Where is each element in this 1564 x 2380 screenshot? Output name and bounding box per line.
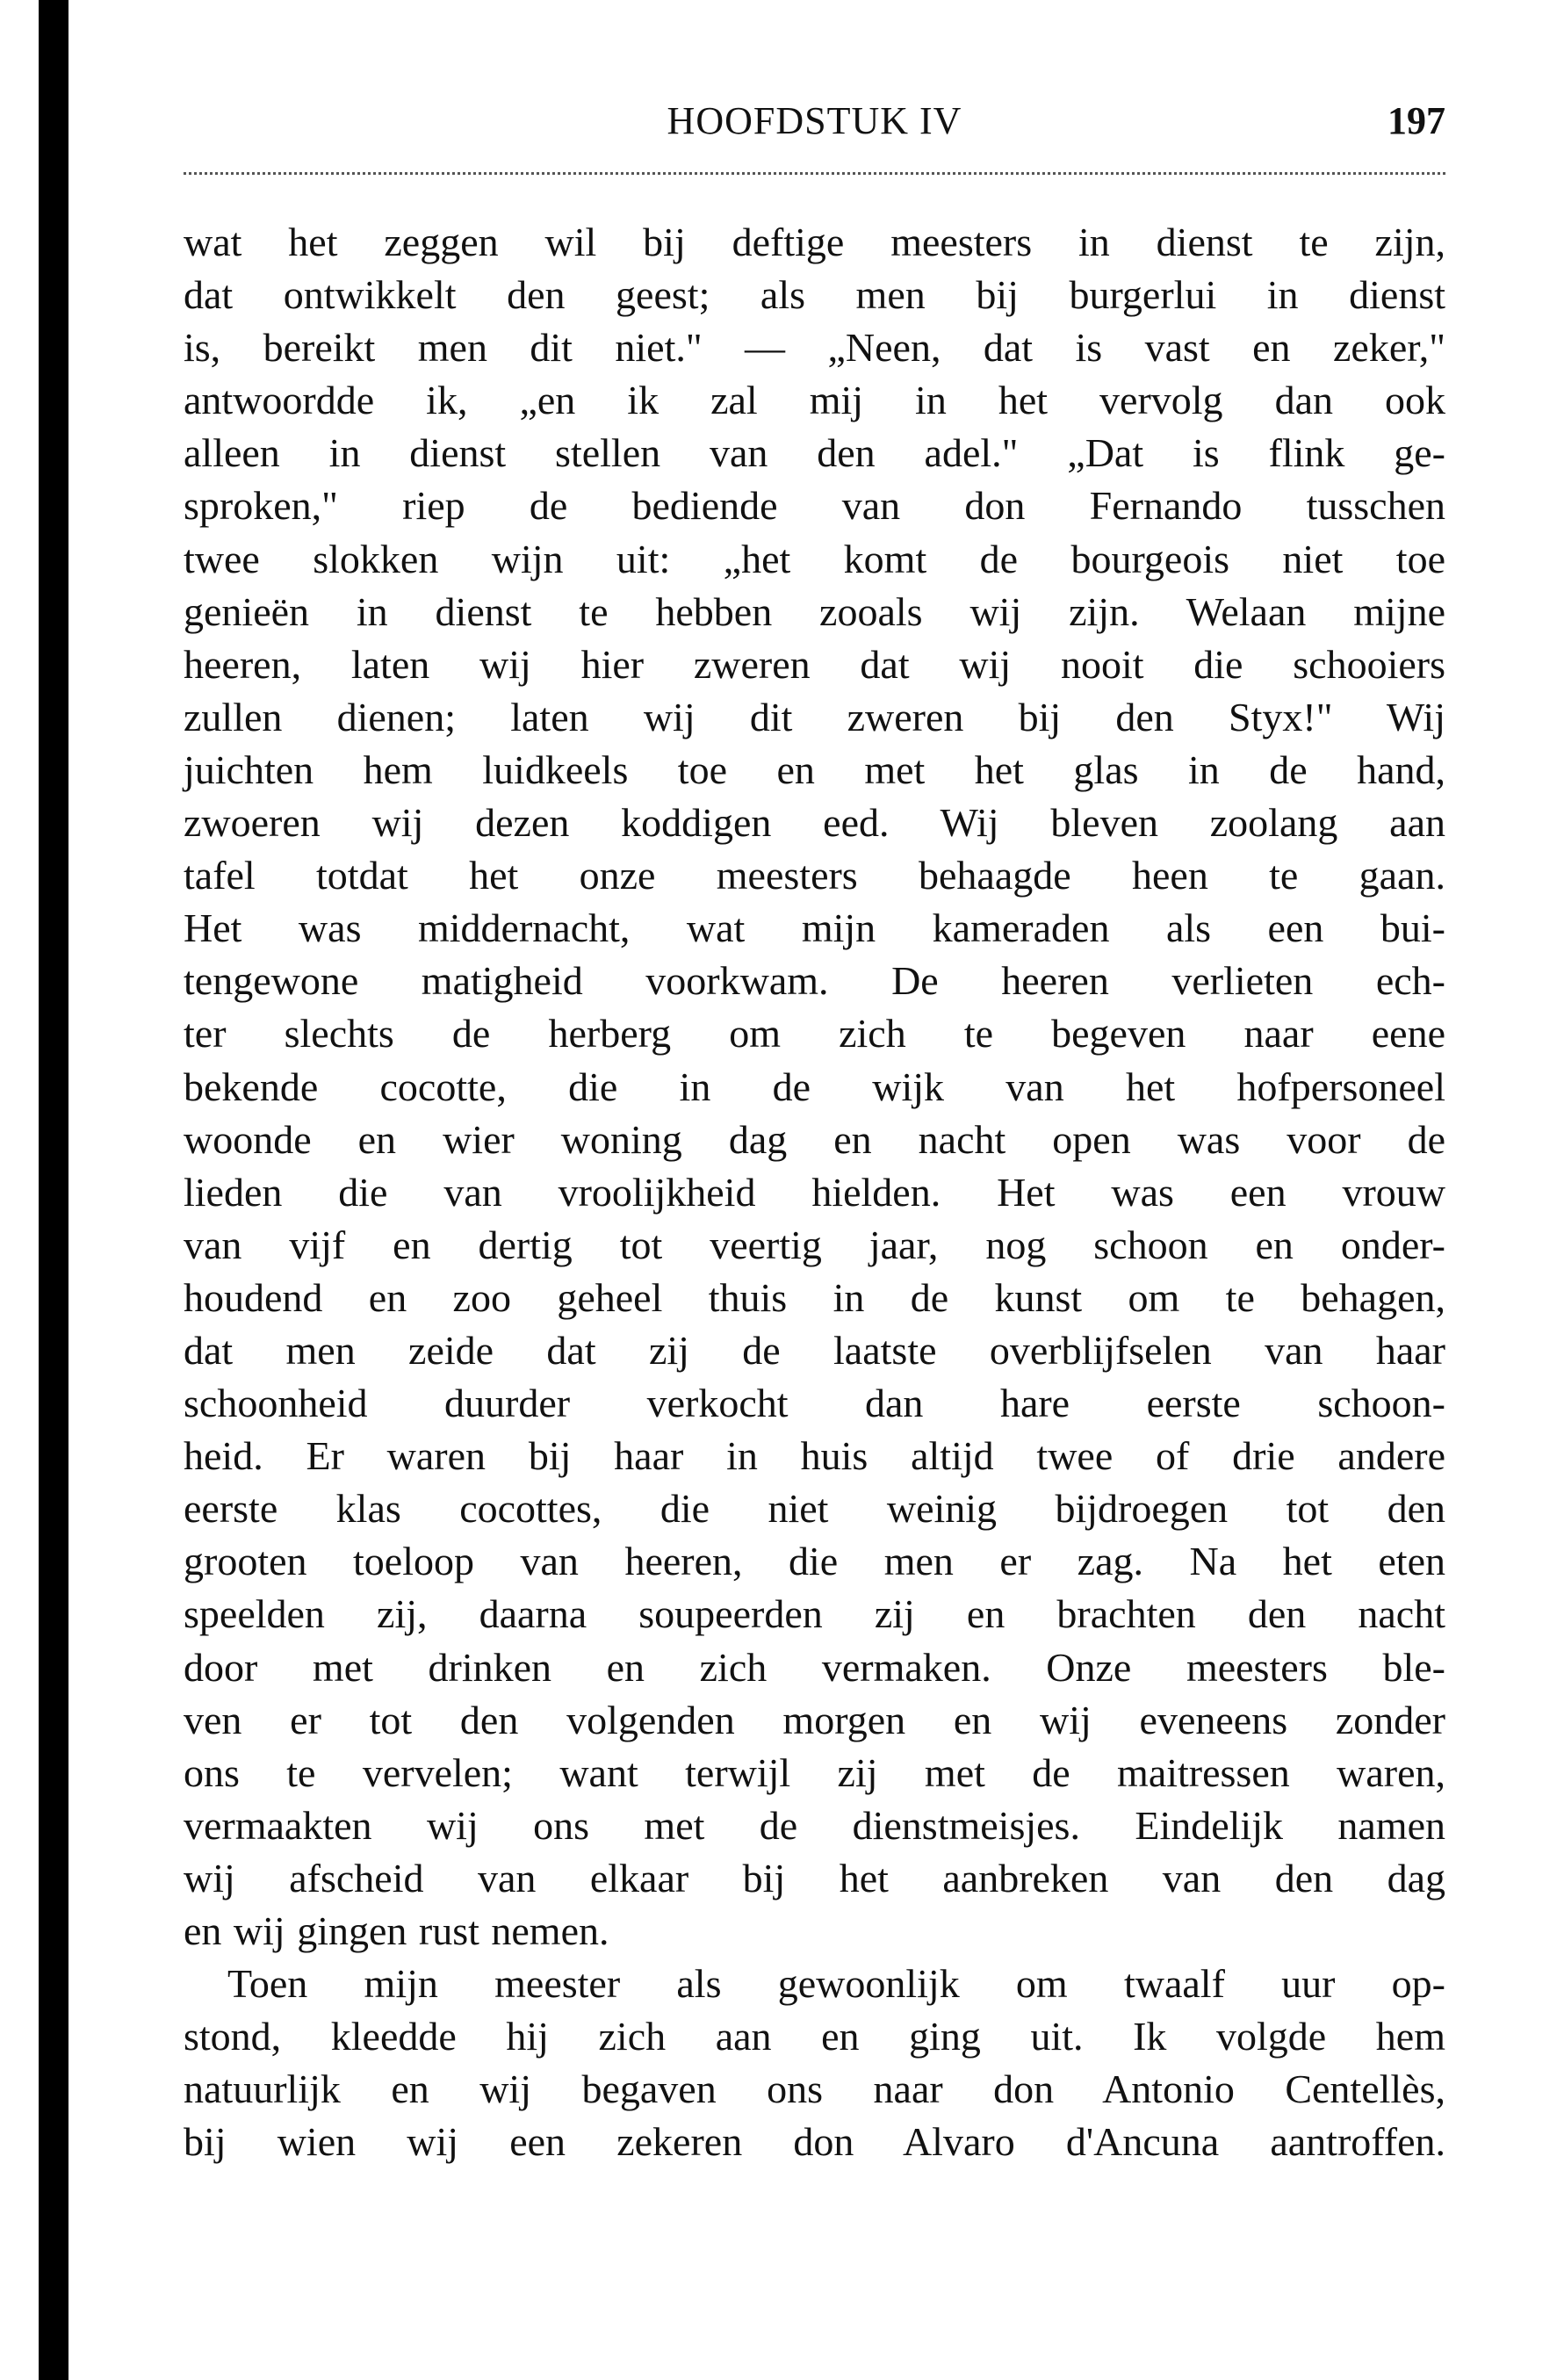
scan-edge-shadow [39, 0, 68, 2380]
page-number: 197 [1387, 99, 1445, 142]
text-line: bij wien wij een zekeren don Alvaro d'Ancuna aantroffen. [184, 2119, 1445, 2165]
text-line: grooten toeloop van heeren, die men er zag. Na het eten [184, 1539, 1445, 1584]
text-line: speelden zij, daarna soupeerden zij en brachten den nacht [184, 1591, 1445, 1637]
text-line: antwoordde ik, „en ik zal mij in het vervolg dan ook [184, 378, 1445, 423]
text-line: woonde en wier woning dag en nacht open was voor de [184, 1116, 1445, 1162]
text-line: lieden die van vroolijkheid hielden. Het was een vrouw [184, 1169, 1445, 1215]
text-line: ons te vervelen; want terwijl zij met de maitressen waren, [184, 1749, 1445, 1795]
text-line: dat ontwikkelt den geest; als men bij burgerlui in dienst [184, 272, 1445, 318]
text-line: Toen mijn meester als gewoonlijk om twaalf uur op- [227, 1961, 1445, 2007]
text-line: door met drinken en zich vermaken. Onze meesters ble- [184, 1644, 1445, 1690]
body-text [184, 216, 1445, 2168]
text-line: genieën in dienst te hebben zooals wij zijn. Welaan mijne [184, 588, 1445, 634]
text-line: twee slokken wijn uit: „het komt de bourgeois niet toe [184, 536, 1445, 581]
text-line: zwoeren wij dezen koddigen eed. Wij bleven zoolang aan [184, 800, 1445, 846]
text-line: natuurlijk en wij begaven ons naar don Antonio Centellès, [184, 2066, 1445, 2112]
text-line: is, bereikt men dit niet." — „Neen, dat is vast en zeker," [184, 325, 1445, 371]
text-line: tengewone matigheid voorkwam. De heeren verlieten ech- [184, 958, 1445, 1004]
chapter-title: HOOFDSTUK IV [667, 99, 962, 142]
text-line: en wij gingen rust nemen. [184, 1908, 609, 1953]
text-line: dat men zeide dat zij de laatste overblijfselen van haar [184, 1327, 1445, 1373]
text-line: Het was middernacht, wat mijn kameraden als een bui- [184, 905, 1445, 951]
header-divider [184, 172, 1445, 175]
text-line: ter slechts de herberg om zich te begeven naar eene [184, 1011, 1445, 1057]
text-line: schoonheid duurder verkocht dan hare eerste schoon- [184, 1381, 1445, 1426]
text-line: heeren, laten wij hier zweren dat wij nooit die schooiers [184, 641, 1445, 687]
text-line: stond, kleedde hij zich aan en ging uit. Ik volgde hem [184, 2014, 1445, 2059]
text-line: ven er tot den volgenden morgen en wij eveneens zonder [184, 1697, 1445, 1742]
text-line: sproken," riep de bediende van don Fernando tusschen [184, 483, 1445, 529]
text-line: bekende cocotte, die in de wijk van het hofpersoneel [184, 1064, 1445, 1109]
text-line: houdend en zoo geheel thuis in de kunst om te behagen, [184, 1274, 1445, 1320]
text-line: vermaakten wij ons met de dienstmeisjes. Eindelijk namen [184, 1802, 1445, 1848]
text-line: juichten hem luidkeels toe en met het glas in de hand, [184, 746, 1445, 792]
text-line: van vijf en dertig tot veertig jaar, nog schoon en onder- [184, 1222, 1445, 1267]
running-header [184, 98, 1445, 151]
text-line: wat het zeggen wil bij deftige meesters in dienst te zijn, [184, 220, 1445, 264]
text-line: wij afscheid van elkaar bij het aanbreken van den dag [184, 1855, 1445, 1900]
text-line: tafel totdat het onze meesters behaagde heen te gaan. [184, 853, 1445, 898]
text-line: alleen in dienst stellen van den adel." „Dat is flink ge- [184, 430, 1445, 476]
text-line: eerste klas cocottes, die niet weinig bijdroegen tot den [184, 1486, 1445, 1532]
text-line: zullen dienen; laten wij dit zweren bij den Styx!" Wij [184, 694, 1445, 739]
text-line: heid. Er waren bij haar in huis altijd twee of drie andere [184, 1433, 1445, 1479]
